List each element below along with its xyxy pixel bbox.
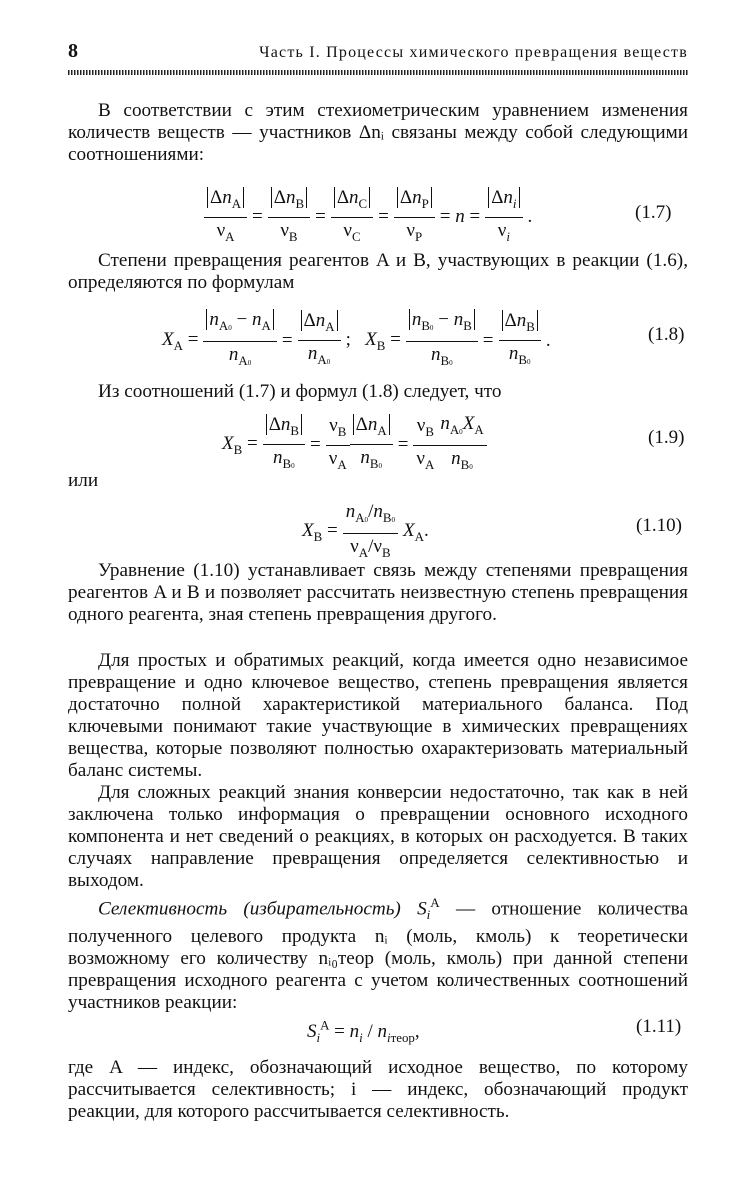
- running-title: Часть I. Процессы химического превращения веществ: [259, 44, 688, 61]
- equation-1-9: $X_B$ = $\frac{\Delta n_B}{n_{B0}}$ = $\frac{\nu_B}{\nu_A}$ $\frac{\Delta n_A}{n_{B0}}$ = $\frac{\nu_B}{\nu_A}$ $\frac{n_{A0}X_A}{n_{B0}}$: [222, 412, 582, 464]
- fraction: $\frac{\nu_B}{\nu_A}$: [326, 414, 350, 477]
- equation-number-1-10: (1.10): [636, 515, 682, 536]
- equation-1-7: $\frac{\Delta n_A}{\nu_A}$ = $\frac{\Delta n_B}{\nu_B}$ = $\frac{\Delta n_C}{\nu_C}$ = $\frac{\Delta n_P}{\nu_P}$ = n = $\frac{\Delta n_i}{\nu_i}$ .: [204, 186, 584, 238]
- equation-number-1-8: (1.8): [648, 324, 685, 345]
- fraction: $\frac{\Delta n_C}{\nu_C}$: [331, 186, 373, 249]
- fraction: $\frac{\Delta n_P}{\nu_P}$: [394, 186, 435, 249]
- paragraph-8-rest: — отношение количества полученного целевого продукта nᵢ (моль, кмоль) к теоретически возможному его количеству nᵢ₀теор (моль, кмоль) при данной степени превращения исходного реагента с учетом количественных соотношений участников реакции:: [68, 898, 688, 1014]
- term-selectivity: Селективность: [98, 898, 228, 920]
- fraction: $\frac{\nu_B}{\nu_A}$: [413, 414, 437, 477]
- header-rule: [68, 70, 688, 75]
- paragraph-2: Степени превращения реагентов A и B, участвующих в реакции (1.6), определяются по формулам: [68, 250, 688, 293]
- paragraph-3: Из соотношений (1.7) и формул (1.8) следует, что: [98, 381, 502, 402]
- fraction: $\frac{n_{B0} - n_B}{n_{B0}}$: [406, 308, 478, 375]
- equation-number-1-11: (1.11): [636, 1016, 682, 1037]
- page-header: [68, 40, 688, 66]
- fraction: $\frac{n_{A0} - n_A}{n_{A0}}$: [203, 308, 276, 375]
- fraction: $\frac{n_{A0}/n_{B0}}{\nu_A/\nu_B}$: [343, 500, 398, 565]
- fraction: $\frac{\Delta n_A}{n_{A0}}$: [298, 309, 341, 374]
- paragraph-8: Селективность (избирательность) $S_i^A$ — отношение количества полученного целевого продукта nᵢ (моль, кмоль) к теоретически возможному его количеству nᵢ₀теор (моль, кмоль) при данной степени превращения исходного реагента с учетом количественных соотношений участников реакции:: [68, 895, 688, 1014]
- fraction: $\frac{\Delta n_B}{\nu_B}$: [268, 186, 310, 249]
- equation-1-8: $X_A$ = $\frac{n_{A0} - n_A}{n_{A0}}$ = $\frac{\Delta n_A}{n_{A0}}$ ; $X_B$ = $\frac{n_{B0} - n_B}{n_{B0}}$ = $\frac{\Delta n_B}{n_{B0}}$ .: [162, 308, 622, 360]
- paragraph-4: или: [68, 470, 99, 491]
- paragraph-1: В соответствии с этим стехиометрическим уравнением изменения количеств веществ — участников Δnᵢ связаны между собой следующими соотношениями:: [68, 100, 688, 165]
- fraction: $\frac{n_{A0}X_A}{n_{B0}}$: [437, 412, 486, 479]
- term-alternate: (избирательность): [243, 898, 401, 920]
- paragraph-6: Для простых и обратимых реакций, когда имеется одно независимое превращение и одно ключевое вещество, степень превращения является достаточно полной характеристикой материального баланса. Под ключевыми понимают такие участвующие в химических превращениях вещества, которые позволяют полностью охарактеризовать материальный баланс системы.: [68, 650, 688, 781]
- paragraph-9: где A — индекс, обозначающий исходное вещество, по которому рассчитывается селективность; i — индекс, обозначающий продукт реакции, для которого рассчитывается селективность.: [68, 1057, 688, 1122]
- paragraph-5: Уравнение (1.10) устанавливает связь между степенями превращения реагентов A и B и позволяет рассчитать неизвестную степень превращения одного реагента, зная степень превращения другого.: [68, 560, 688, 625]
- equation-number-1-9: (1.9): [648, 427, 685, 448]
- fraction: $\frac{\Delta n_B}{n_{B0}}$: [499, 309, 541, 374]
- fraction: $\frac{\Delta n_B}{n_{B0}}$: [263, 413, 305, 478]
- equation-number-1-7: (1.7): [635, 202, 672, 223]
- equation-1-10: $X_B$ = $\frac{n_{A0}/n_{B0}}{\nu_A/\nu_B}$ $X_A$.: [302, 500, 502, 552]
- page-number: 8: [68, 40, 78, 62]
- fraction: $\frac{\Delta n_A}{\nu_A}$: [204, 186, 247, 249]
- fraction: $\frac{\Delta n_i}{\nu_i}$: [485, 186, 522, 249]
- paragraph-7: Для сложных реакций знания конверсии недостаточно, так как в ней заключена только информация о превращении основного исходного компонента и нет сведений о реакциях, в которых он расходуется. В таких случаях направление превращения определяется селективностью и выходом.: [68, 782, 688, 891]
- equation-1-11: $S_i^A = n_i / n_{iтеор}$,: [307, 1018, 420, 1046]
- fraction: $\frac{\Delta n_A}{n_{B0}}$: [350, 413, 393, 478]
